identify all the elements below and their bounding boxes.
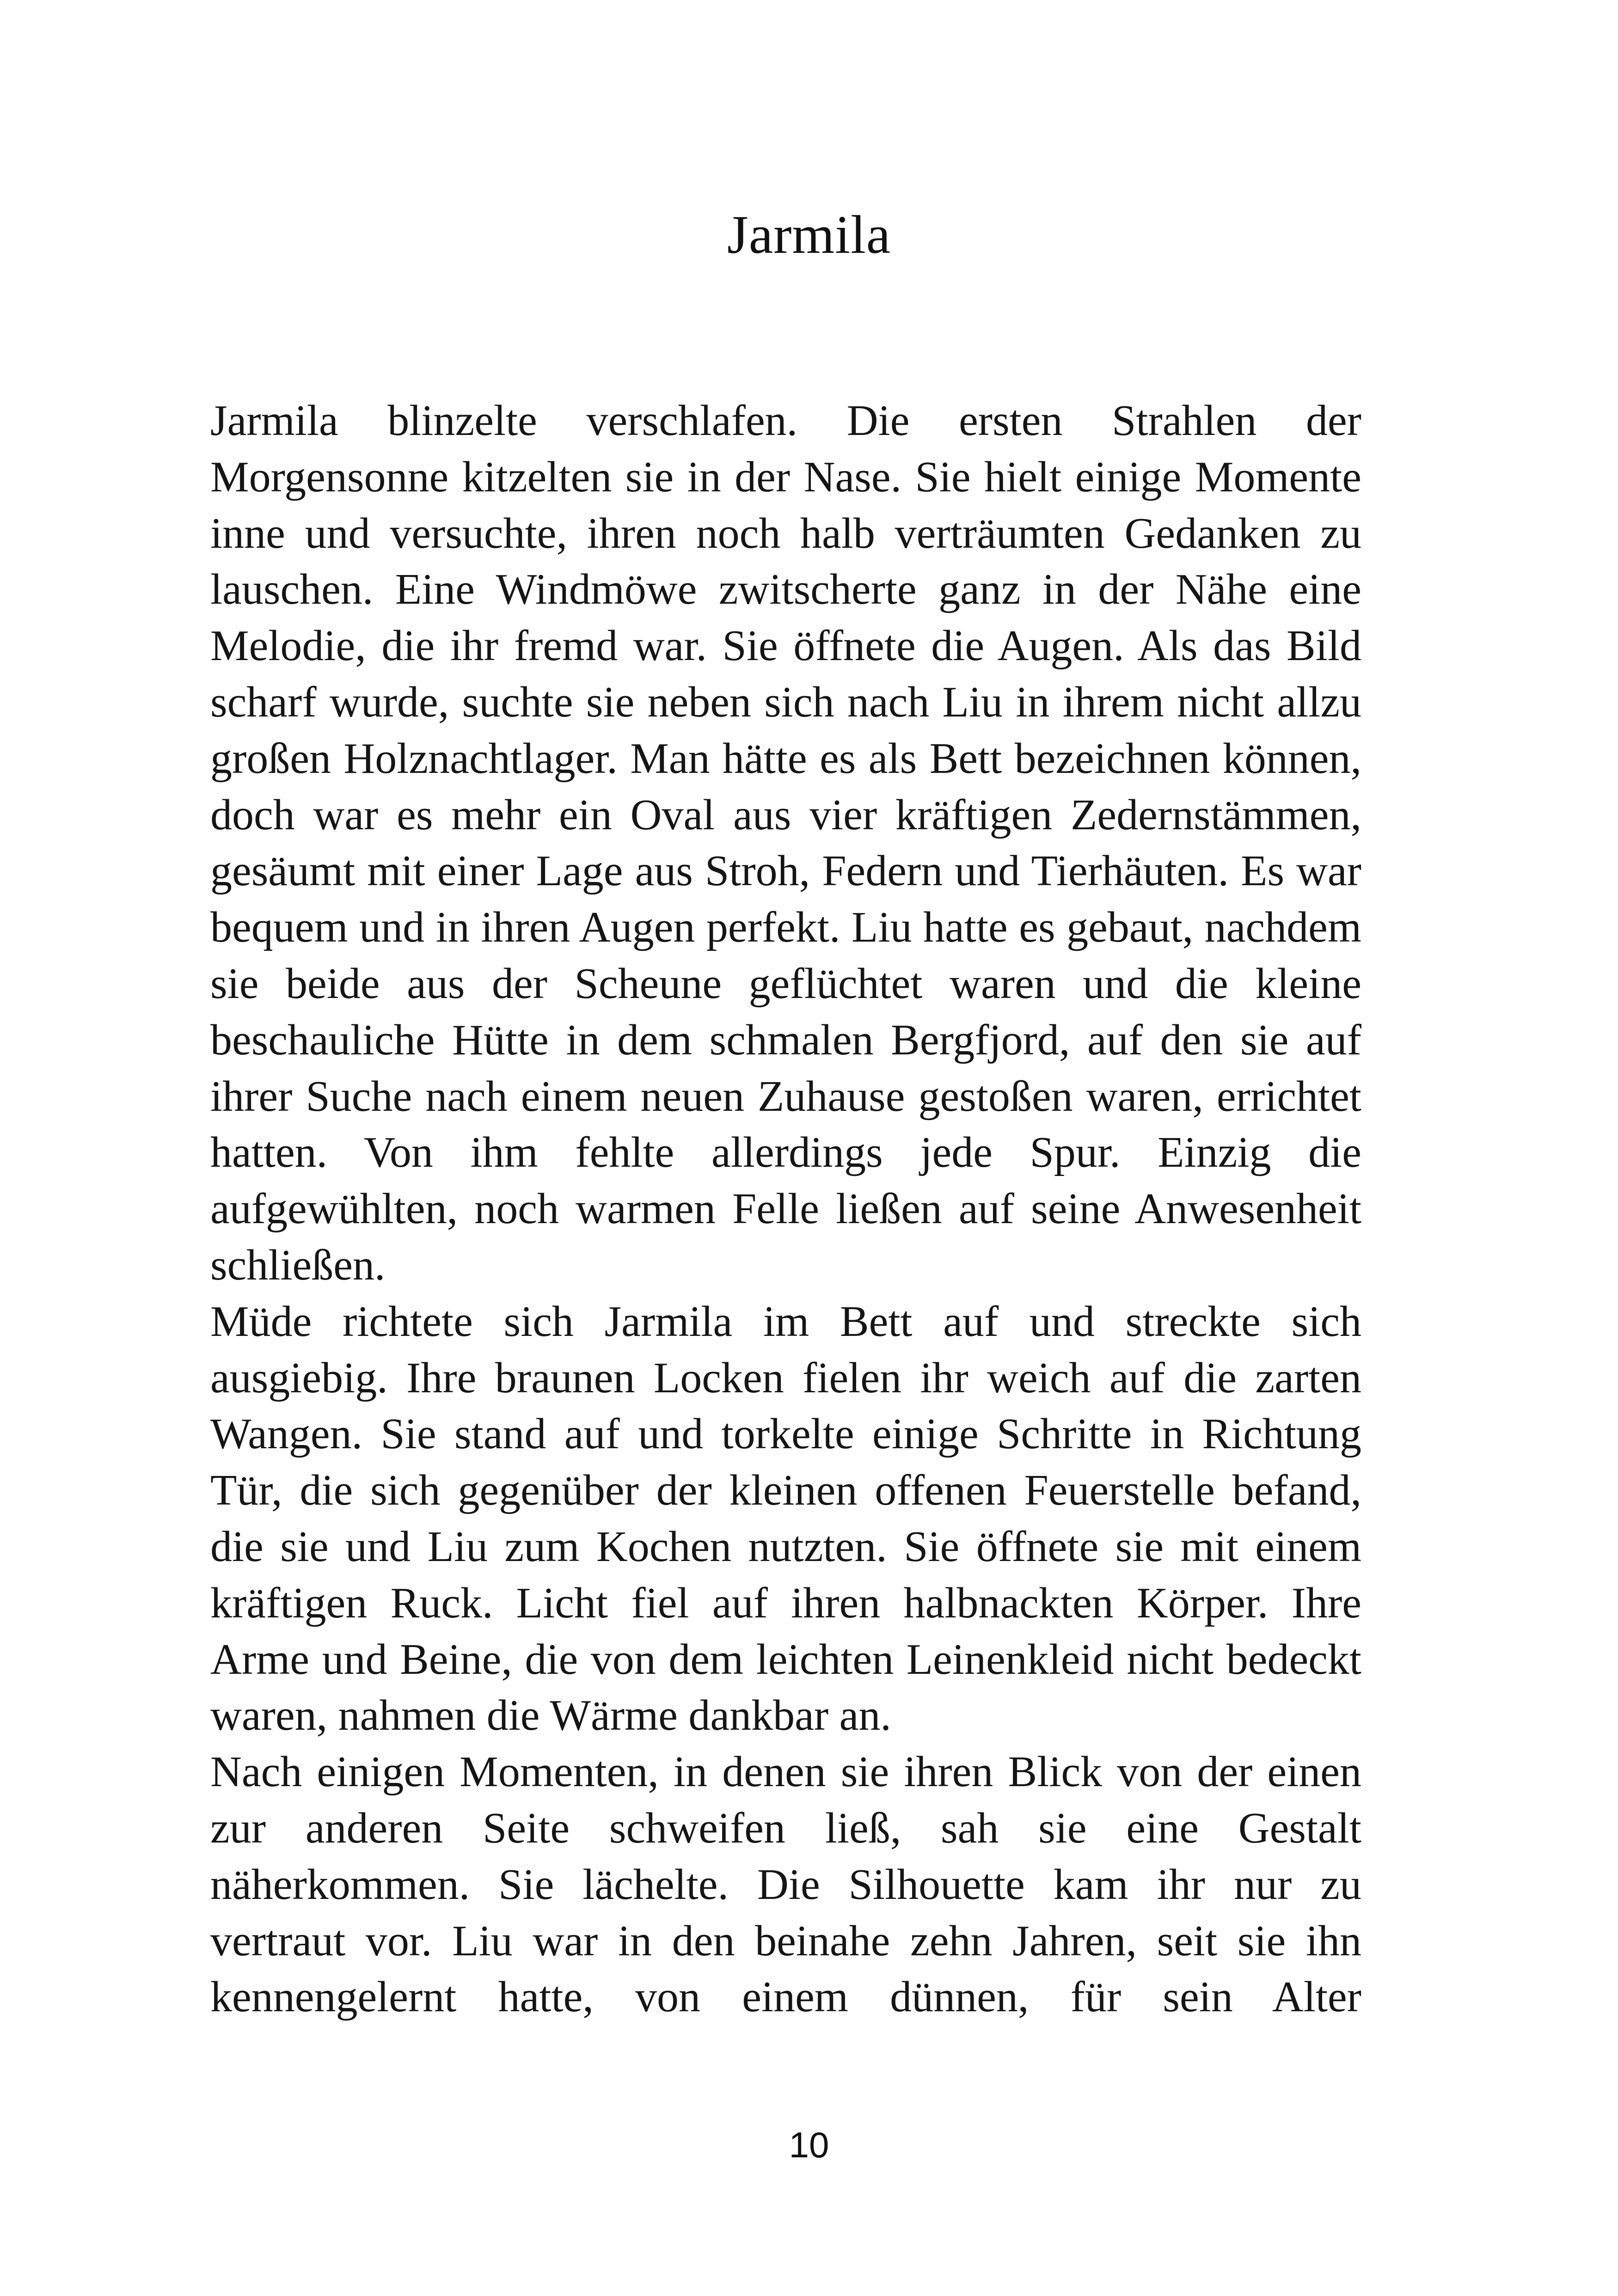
paragraph-3: Nach einigen Momenten, in denen sie ihren Blick von der einen zur anderen Seite schweifen ließ, sah sie eine Gestalt näherkommen. Sie lächelte. Die Silhouette kam ihr nur zu vertraut vor. Liu war in den beinahe zehn Jahren, seit sie ihn kennengelernt hatte, von einem dünnen, für sein Alter [210,1748,1361,2021]
paragraph-1: Jarmila blinzelte verschlafen. Die ersten Strahlen der Morgensonne kitzelten sie in der Nase. Sie hielt einige Momente inne und versuchte, ihren noch halb verträumten Gedanken zu lauschen. Eine Windmöwe zwitscherte ganz in der Nähe eine Melodie, die ihr fremd war. Sie öffnete die Augen. Als das Bild scharf wurde, suchte sie neben sich nach Liu in ihrem nicht allzu großen Holznachtlager. Man hätte es als Bett bezeichnen können, doch war es mehr ein Oval aus vier kräftigen Zedernstämmen, gesäumt mit einer Lage aus Stroh, Federn und Tierhäuten. Es war bequem und in ihren Augen perfekt. Liu hatte es gebaut, nachdem sie beide aus der Scheune geflüchtet waren und die kleine beschauliche Hütte in dem schmalen Bergfjord, auf den sie auf ihrer Suche nach einem neuen Zuhause gestoßen waren, errichtet hatten. Von ihm fehlte allerdings jede Spur. Einzig die aufgewühlten, noch warmen Felle ließen auf seine Anwesenheit schließen. [210,397,1361,1289]
chapter-title: Jarmila [727,204,891,265]
page-number: 10 [789,2125,829,2165]
paragraph-2: Müde richtete sich Jarmila im Bett auf und streckte sich ausgiebig. Ihre braunen Locken fielen ihr weich auf die zarten Wangen. Sie stand auf und torkelte einige Schritte in Richtung Tür, die sich gegenüber der kleinen offenen Feuerstelle befand, die sie und Liu zum Kochen nutzten. Sie öffnete sie mit einem kräftigen Ruck. Licht fiel auf ihren halbnackten Körper. Ihre Arme und Beine, die von dem leichten Leinenkleid nicht bedeckt waren, nahmen die Wärme dankbar an. [210,1297,1361,1740]
body-text [210,393,1361,2026]
